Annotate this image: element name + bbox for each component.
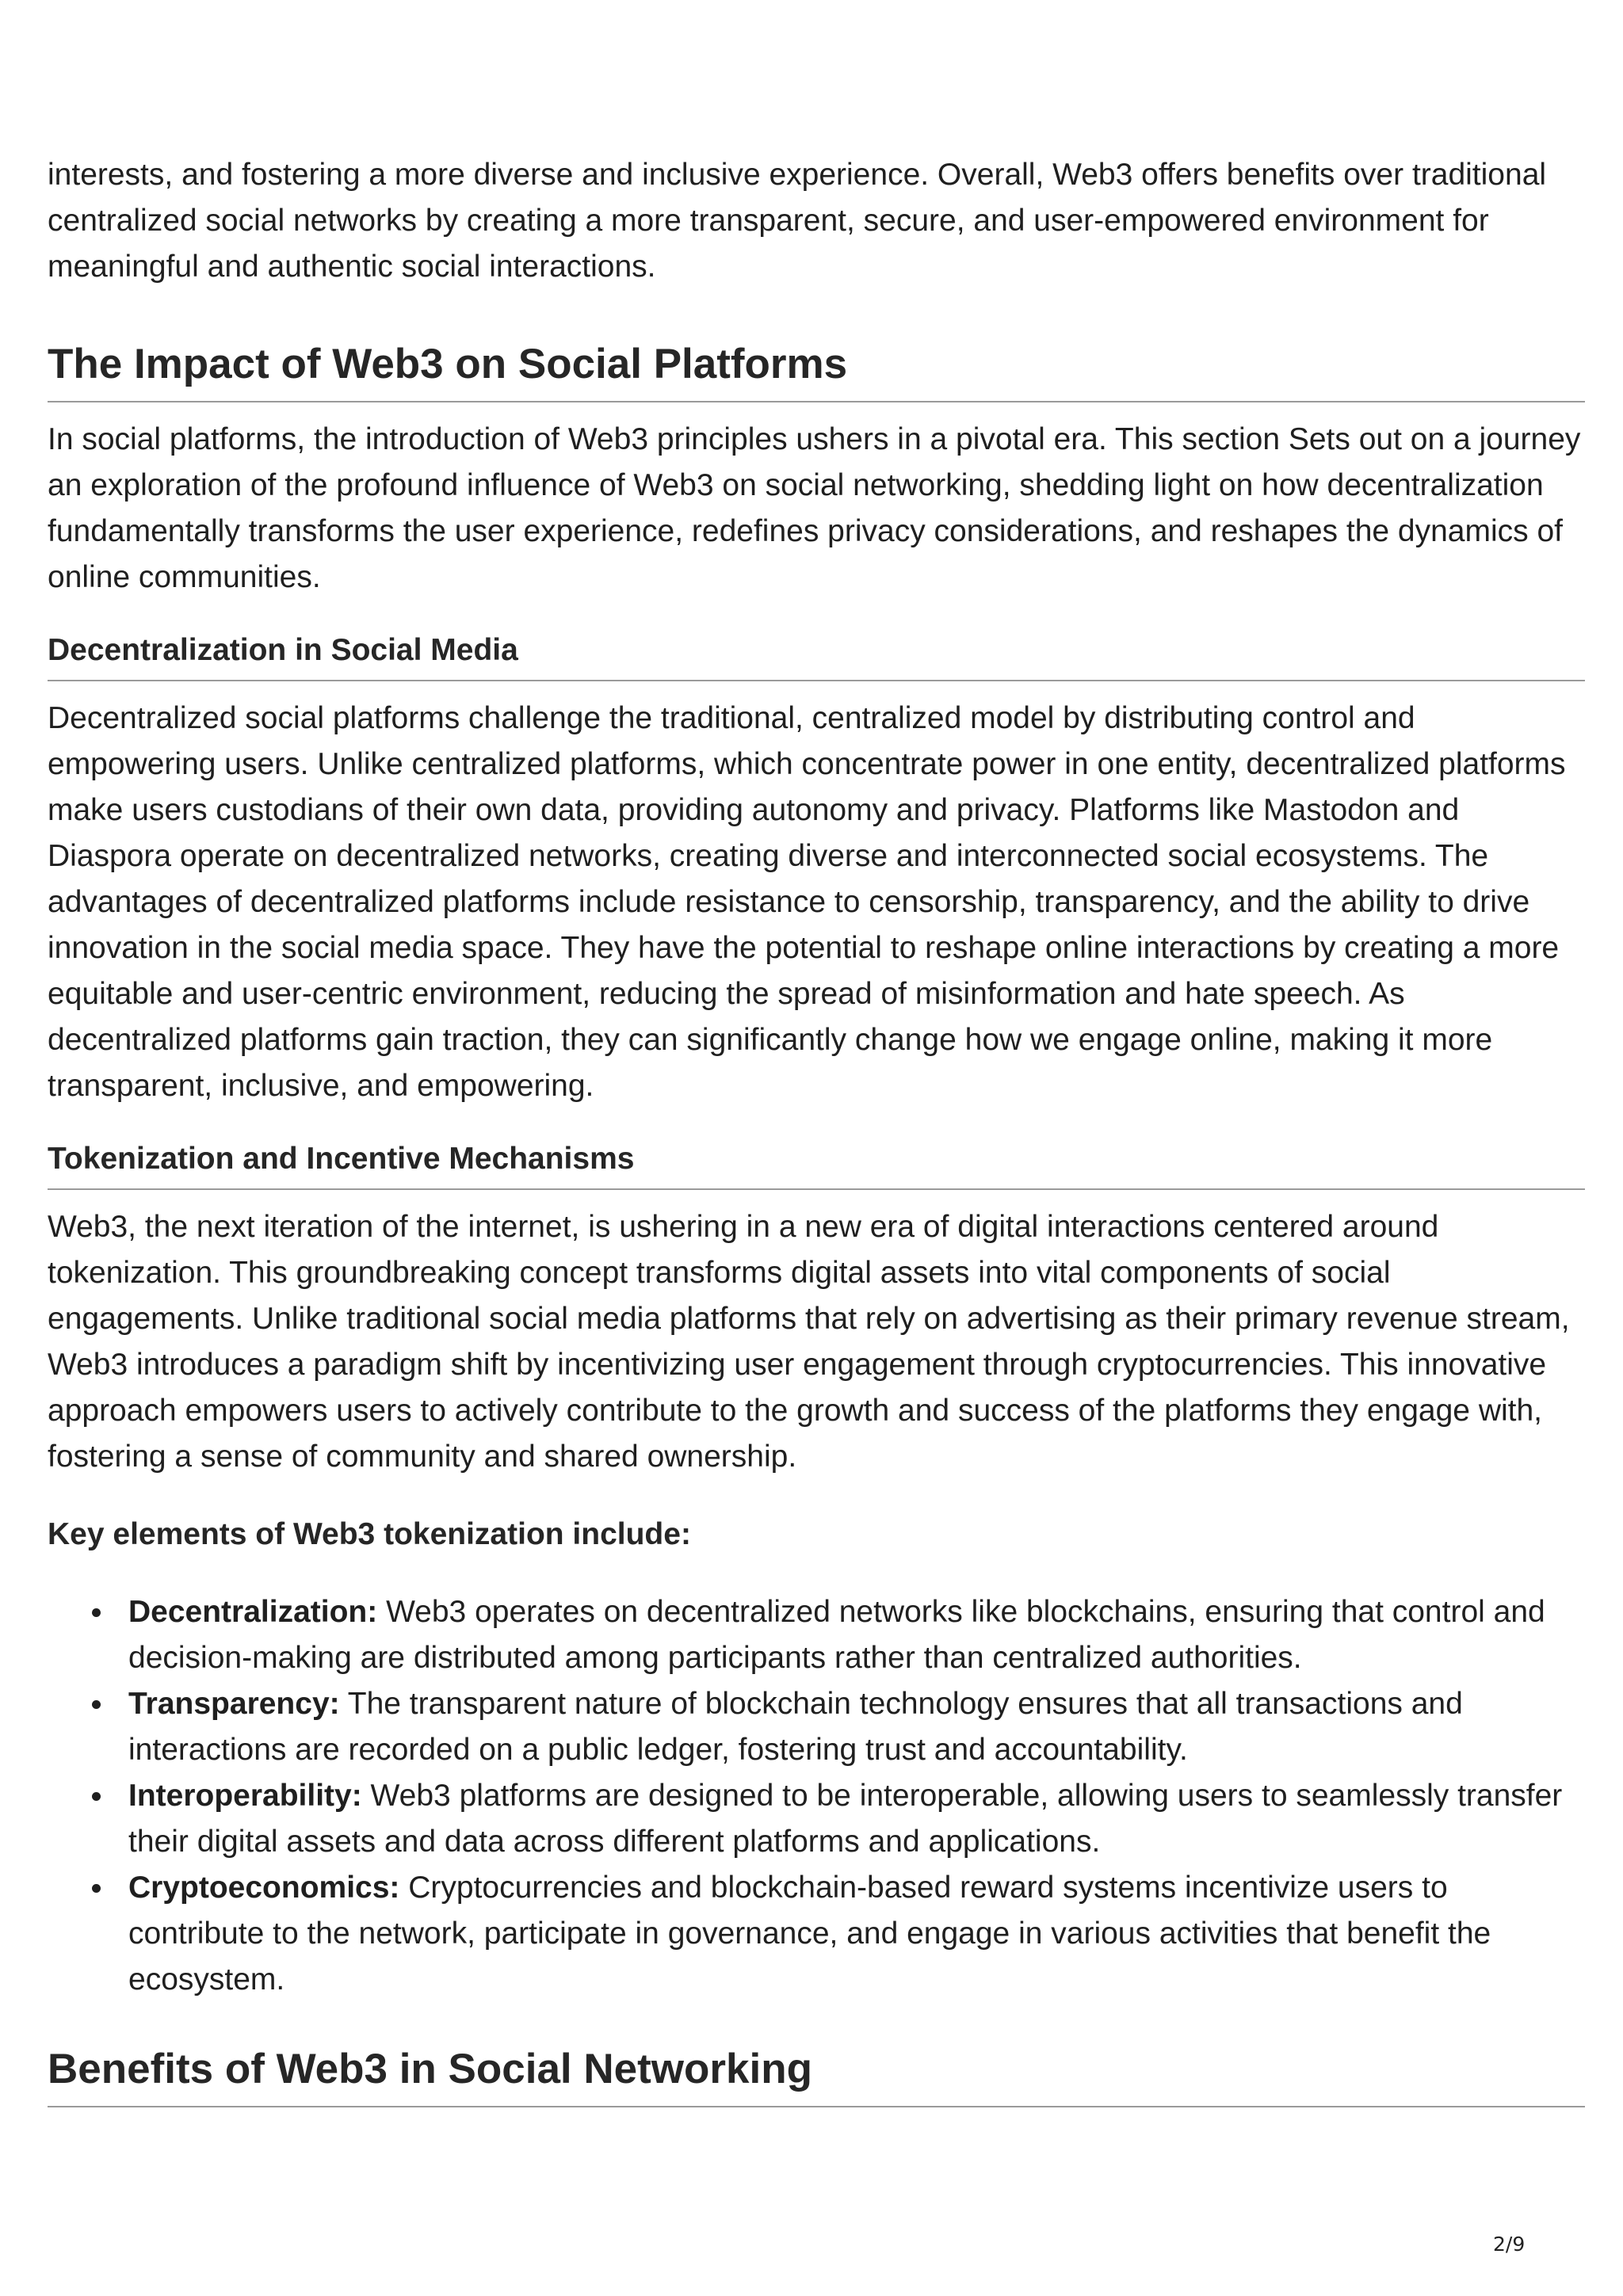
key-elements-intro: Key elements of Web3 tokenization include: [48, 1517, 691, 1551]
section-heading-benefits: Benefits of Web3 in Social Networking [48, 2046, 812, 2092]
bullet-icon [92, 1884, 101, 1893]
list-item-term: Interoperability: [128, 1779, 362, 1813]
list-item-text: Web3 operates on decentralized networks like blockchains, ensuring that control and decision-making are distributed among participants rather than centralized authorities. [128, 1595, 1545, 1675]
subsection-divider [48, 680, 1585, 681]
list-item [128, 1589, 1585, 1681]
section-divider [48, 401, 1585, 402]
bullet-icon [92, 1792, 101, 1801]
list-item-text: The transparent nature of blockchain technology ensures that all transactions and interactions are recorded on a public ledger, fostering trust and accountability. [128, 1687, 1463, 1767]
list-item-term: Transparency: [128, 1687, 340, 1721]
section-divider [48, 2106, 1585, 2107]
tokenization-paragraph: Web3, the next iteration of the internet, is ushering in a new era of digital interactions centered around tokenization. This groundbreaking concept transforms digital assets into vital components of social engagements. Unlike traditional social media platforms that rely on advertising as their primary revenue stream, Web3 introduces a paradigm shift by incentivizing user engagement through cryptocurrencies. This innovative approach empowers users to actively contribute to the growth and success of the platforms they engage with, fostering a sense of community and shared ownership. [48, 1210, 1570, 1474]
impact-paragraph: In social platforms, the introduction of Web3 principles ushers in a pivotal era. This section Sets out on a journey an exploration of the profound influence of Web3 on social networking, shedding light on how decentralization fundamentally transforms the user experience, redefines privacy considerations, and reshapes the dynamics of online communities. [48, 422, 1581, 594]
bullet-icon [92, 1700, 101, 1709]
subsection-divider [48, 1188, 1585, 1190]
list-item [128, 1773, 1585, 1865]
bullet-icon [92, 1608, 101, 1617]
section-heading-impact: The Impact of Web3 on Social Platforms [48, 341, 848, 387]
document-page [48, 152, 1585, 2107]
intro-paragraph: interests, and fostering a more diverse and inclusive experience. Overall, Web3 offers benefits over traditional centralized social networks by creating a more transparent, secure, and user-empowered environment for meaningful and authentic social interactions. [48, 158, 1547, 284]
list-item [128, 1681, 1585, 1773]
list-item-text: Web3 platforms are designed to be interoperable, allowing users to seamlessly transfer their digital assets and data across different platforms and applications. [128, 1779, 1563, 1859]
list-item-term: Cryptoeconomics: [128, 1871, 400, 1905]
list-item [128, 1865, 1585, 2003]
list-item-term: Decentralization: [128, 1595, 378, 1629]
page-number: 2/9 [1493, 2233, 1526, 2256]
list-item-text: Cryptocurrencies and blockchain-based reward systems incentivize users to contribute to the network, participate in governance, and engage in various activities that benefit the ecosystem. [128, 1871, 1491, 1997]
decentralization-paragraph: Decentralized social platforms challenge the traditional, centralized model by distributing control and empowering users. Unlike centralized platforms, which concentrate power in one entity, decentralized platforms make users custodians of their own data, providing autonomy and privacy. Platforms like Mastodon and Diaspora operate on decentralized networks, creating diverse and interconnected social ecosystems. The advantages of decentralized platforms include resistance to censorship, transparency, and the ability to drive innovation in the social media space. They have the potential to reshape online interactions by creating a more equitable and user-centric environment, reducing the spread of misinformation and hate speech. As decentralized platforms gain traction, they can significantly change how we engage online, making it more transparent, inclusive, and empowering. [48, 701, 1566, 1103]
subsection-heading-decentralization: Decentralization in Social Media [48, 633, 518, 667]
key-elements-list [48, 1589, 1585, 2003]
subsection-heading-tokenization: Tokenization and Incentive Mechanisms [48, 1142, 635, 1176]
